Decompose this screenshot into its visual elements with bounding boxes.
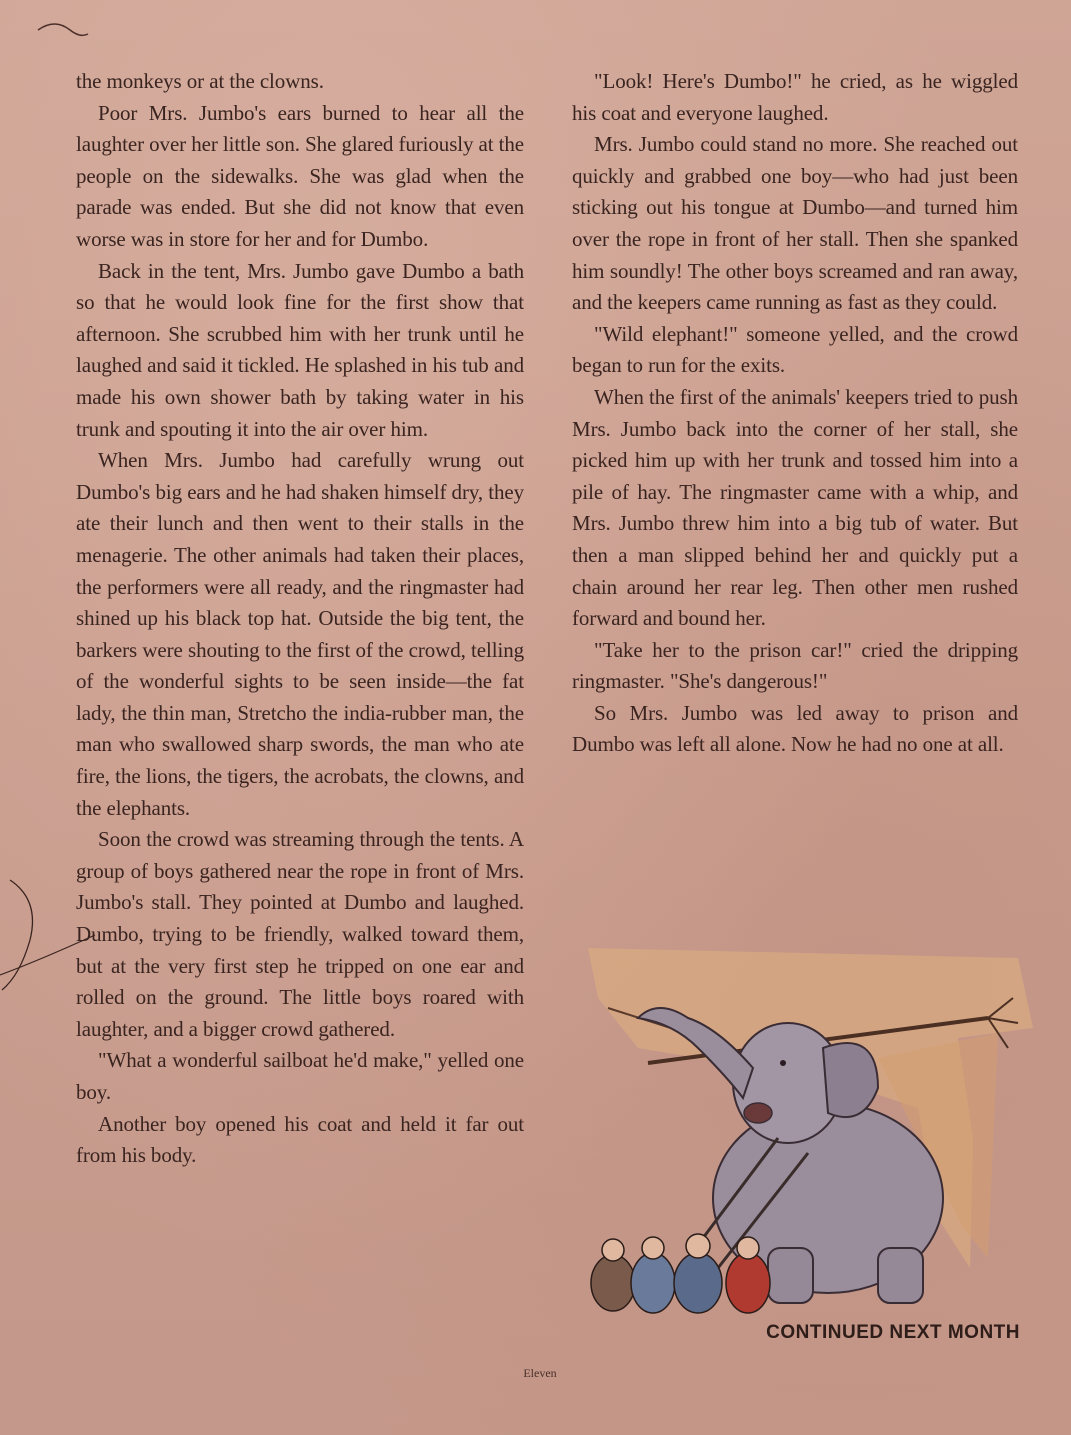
leg [878,1248,923,1303]
ear [823,1043,878,1117]
paragraph: Poor Mrs. Jumbo's ears burned to hear all the laughter over her little son. She glared furiously at the people on the sidewalks. She was glad when the parade was ended. But she did not know that even worse was in store for her and for Dumbo. [76,100,525,251]
page-number: Eleven [523,1366,557,1380]
margin-scribble [2,880,33,990]
paragraph: Another boy opened his coat and held it far out from his body. [76,1111,524,1168]
mouth [744,1103,772,1123]
paragraph: "What a wonderful sailboat he'd make," yelled one boy. [76,1048,524,1104]
leg [768,1248,813,1303]
eye [780,1060,786,1066]
paragraph: "Take her to the prison car!" cried the dripping ringmaster. "She's dangerous!" [572,637,1018,694]
corner-scribble [38,24,88,35]
left-text-column [76,66,524,1172]
keepers-group [591,1234,770,1313]
paragraph: "Look! Here's Dumbo!" he cried, as he wiggled his coat and everyone laughed. [572,69,1018,125]
paragraph: the monkeys or at the clowns. [76,69,324,93]
paragraph: When Mrs. Jumbo had carefully wrung out Dumbo's big ears and he had shaken himself dry, they ate their lunch and then went to their stalls in the menagerie. The other animals had taken their places, the performers were all ready, and the ringmaster had shined up his black top hat. Outside the big tent, the barkers were shouting to the first of the crowd, telling of the wonderful sights to be seen inside—the fat lady, the thin man, Stretcho the india-rubber man, the man who swallowed sharp swords, the man who ate fire, the lions, the tigers, the acrobats, the clowns, and the elephants. [76,448,524,820]
right-text-column [572,66,1018,761]
continued-caption: CONTINUED NEXT MONTH [766,1322,1020,1343]
paragraph: Back in the tent, Mrs. Jumbo gave Dumbo a bath so that he would look fine for the first show that afternoon. She scrubbed him with her trunk until he laughed and said it tickled. He splashed in his tub and made his own shower bath by taking water in his trunk and spouting it into the air over him. [76,258,524,441]
paragraph: "Wild elephant!" someone yelled, and the crowd began to run for the exits. [572,321,1018,378]
paragraph: Mrs. Jumbo could stand no more. She reached out quickly and grabbed one boy—who had just been sticking out his tongue at Dumbo—and turned him over the rope in front of her stall. Then she spanked him soundly! The other boys screamed and ran away, and the keepers came running as fast as they could. [572,132,1018,315]
elephant-illustration [578,938,1038,1323]
paragraph: When the first of the animals' keepers tried to push Mrs. Jumbo back into the corner of her stall, she picked him up with her trunk and tossed him into a pile of hay. The ringmaster came with a whip, and Mrs. Jumbo threw him into a big tub of water. But then a man slipped behind her and quickly put a chain around her rear leg. Then other men rushed forward and bound her. [572,384,1018,631]
paragraph: Soon the crowd was streaming through the tents. A group of boys gathered near the rope in front of Mrs. Jumbo's stall. They pointed at Dumbo and laughed. Dumbo, trying to be friendly, walked toward them, but at the very first step he tripped on one ear and rolled on the ground. The little boys roared with laughter, and a bigger crowd gathered. [76,827,524,1041]
paragraph: So Mrs. Jumbo was led away to prison and Dumbo was left all alone. Now he had no one at all. [572,700,1018,757]
